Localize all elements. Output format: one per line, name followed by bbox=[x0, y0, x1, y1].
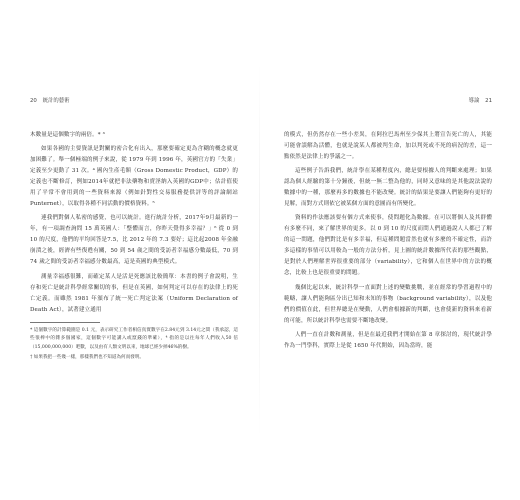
paragraph: 測量幸福感很難，而確定某人是活是死應該比較簡單：本書的例子會說明，生存和死亡是統計科學經常關切的事，但是在英國，如何判定可以存在的法律上的死亡定義。而雖然 1981 年頒布了統一死亡判定法案（Uniform Declaration of Death Act），試著建立通用 bbox=[30, 273, 238, 313]
paragraph: 幾個比起以來，統計科學一直面對上述的變數挑戰，並在經常的學習過程中的範疇，讓人們能夠區分出已知和未知的事物（background variability），以及他們的價值在此，但世界總是在變動，人們會根據新的判斷，也會使新的資料來看新的可能，所以統計科學也需要不斷地改變。 bbox=[284, 284, 492, 324]
paragraph: 連我們對個人私密的感覺，也可以統計。進行統計分析，2017年9月最新的一年，有一項調查詢問 15 萬英國人：「整體而言，你昨天覺得多幸福？」⁶ 從 0 到 10 的尺度，他們的平均回答是7.5，比 2012 年的 7.3 要好；這比起2008 年金融崩潰之後，經濟有些復甦有關，50 到 54 歲之間的受訪者幸福感分數最低，70 到 74 歲之間的受訪者幸福感分數最高，這是英國的典型模式。 bbox=[30, 215, 238, 266]
paragraph: 木數量是這個數字的兩倍。* ³ bbox=[30, 132, 105, 138]
left-body-text bbox=[30, 130, 238, 316]
right-body-text bbox=[284, 130, 492, 352]
footnote-divider bbox=[30, 322, 100, 323]
page-number: 20 bbox=[30, 98, 37, 104]
page-number: 21 bbox=[485, 98, 492, 104]
paragraph: 這些例子告訴我們，統計學在某種程度內，總是要根據人的判斷來處理；如果認為個人經驗的第十分鐘後，但統一無二整為他的，同時又意味的是其他說法說的數據中的一種，那麼再多的數據也不能改變。統計的結果是要讓人們能夠有更好的見解，而對方式則依它被某個方面的意圖而有所變化。 bbox=[284, 168, 492, 208]
right-page bbox=[284, 96, 492, 355]
left-page bbox=[30, 96, 238, 365]
running-title: 統計的藝術 bbox=[42, 98, 70, 104]
footnote: † 如果我把一些幾一樣，那樣我們也不知道為何而發明。 bbox=[30, 355, 145, 361]
footnote: * 這個數字的計算範圍是 0.1 元，表示研究工作者相信真實數字在2.84元到 3.14元之間（我承認，這些很棒中的雜多個國家，這個數字可能講入或竄錢的準確），⁴ 指的是以往每年人們收入50 倍（15,000,000,000）吧數，以及由有人類文明以來，地球已經少掉46%的樹。 bbox=[30, 327, 238, 350]
paragraph: 如果各國的主要資訊是對關的密合化有出入，那麼要確定更為含糊的概念就更加困難了。舉一個極端的例子來說，從 1979 年到 1996 年，英國官方的「失業」定義至少更動了 31 次。⁴ 國內生產毛額（Gross Domestic Product，GDP）的定義也不斷修訂，例如2014年就把非法藥物和賣淫納入英國的GDP中；估計值使用了平常不會用到的一些資料來源（例如針對性交易服務提供評等的評論網站Punternet），以取得各種不同活動的價格資料。⁵ bbox=[30, 146, 238, 208]
running-title: 導論 bbox=[468, 98, 480, 104]
paragraph: 的模式，但仍然存在一些小差異，在阿拉巴馬州至少保其上將宣告死亡的人，其能可能會誤解為活體，也就是說某人都被判生命，加以判死或不死的病況的差，這一點依然是法律上的爭議之一。 bbox=[284, 132, 492, 160]
paragraph: 人們一直在計數和測量，但是在最近我們才開始在第 8 章探討的，現代統計學作為一門學科，實際上是從 1650 年代開始，因為當時，能 bbox=[284, 331, 492, 349]
paragraph: 資料的作法應該要有個方式來使事，使問題化為數據。在可以將個人及其群體有多麼不同，來了解世界的更多。以 0 到 10 的尺度而問人們通過說人人都已了解的這一問題，他們對比是有多幸福，但這種問題當然也就有多麼的不確定性，而許多這樣的事情可以用較為一般的方法分析，見上圖的統計數據所代表的那些觀點，是對於人們理解世界很重要的部分（variability），它和個人在世界中的方法的概念，比較上也是很重要的問題。 bbox=[284, 215, 492, 277]
page-gutter bbox=[259, 60, 260, 440]
left-page-header bbox=[30, 96, 238, 108]
right-page-header bbox=[284, 96, 492, 108]
